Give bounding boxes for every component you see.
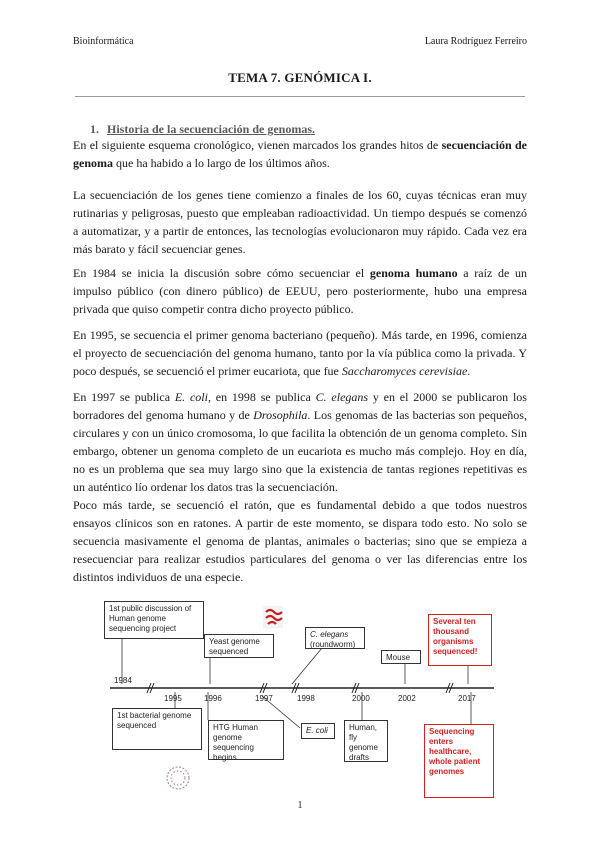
box-human-fly: Human, fly genome drafts [344,720,388,762]
paragraph-2: La secuenciación de los genes tiene comienzo a finales de los 60, cuyas técnicas eran muy rutinarias y peligrosas, puesto que empleaban radioactividad. Un tiempo después se comenzó a automatizar, y a partir de entonces, las tecnologías evolucionaron muy rápido. Cada vez era más barato y fácil secuenciar genes. [73,188,527,256]
year-2002: 2002 [398,694,416,703]
box-mouse: Mouse [381,650,421,664]
paragraph-6: Poco más tarde, se secuenció el ratón, que es fundamental debido a que todos nuestros ensayos clínicos son en ratones. A partir de este momento, se dispara todo esto. No solo se secuencia masivamente el genoma de plantas, animales o bacterias; sino que se empieza a resecuenciar para realizar estudios particulares del genoma o ver las diferencias entre los distintos individuos de una especie. [73,498,527,584]
box-public-discussion: 1st public discussion of Human genome sequencing project [104,601,204,639]
paragraph-5: En 1997 se publica E. coli, en 1998 se publica C. elegans y en el 2000 se publicaron los borradores del genoma humano y de Drosophila. Los genomas de las bacterias son pequeños, circulares y con un único cromosoma, lo que facilita la obtención de un genoma completo. Sin embargo, obtener un genoma completo de un eucariota es mucho más complejo. Hoy en día, no es un problema que sea muy largo sino que la existencia de tantas regiones repetitivas es un auténtico lío ordenar los datos tras la secuenciación. [73,390,527,494]
page-number: 1 [297,800,303,811]
box-celegans: C. elegans (roundworm) [305,627,365,649]
box-ecoli: E. coli [301,723,335,739]
genome-image-icon [263,606,283,628]
paragraph-4: En 1995, se secuencia el primer genoma bacteriano (pequeño). Más tarde, en 1996, comienza el proyecto de secuenciación del genoma humano, tanto por la vía pública como la privada. Y poco después, se secuenció el primer eucariota, que fue Saccharomyces cerevisiae. [73,328,527,378]
genome-timeline-figure [100,596,500,798]
year-1984: 1984 [114,676,132,685]
box-several-organisms: Several ten thousand organisms sequenced! [428,614,492,666]
box-yeast-genome: Yeast genome sequenced [204,634,274,658]
section-heading [90,122,315,137]
header-subject: Bioinformática [73,36,134,47]
year-1995: 1995 [164,694,182,703]
year-1997: 1997 [255,694,273,703]
section-title: Historia de la secuenciación de genomas. [107,122,315,136]
year-1996: 1996 [204,694,222,703]
section-number: 1. [90,122,99,136]
header-author: Laura Rodríguez Ferreiro [424,36,527,47]
year-2000: 2000 [352,694,370,703]
box-bacterial-genome: 1st bacterial genome sequenced [112,708,202,750]
year-2017: 2017 [458,694,476,703]
box-healthcare: Sequencing enters healthcare, whole patient genomes [424,724,494,798]
year-1998: 1998 [297,694,315,703]
circular-genome-icon [167,767,189,789]
paragraph-1: En el siguiente esquema cronológico, vienen marcados los grandes hitos de secuenciación de genoma que ha habido a lo largo de los últimos años. [73,138,527,170]
paragraph-3: En 1984 se inicia la discusión sobre cómo secuenciar el genoma humano a raíz de un impulso público (con dinero público) de EEUU, pero posteriormente, hubo una empresa privada que quiso competir contra dicho proyecto público. [73,266,528,316]
box-htg-human: HTG Human genome sequencing begins [208,720,284,760]
page-title: TEMA 7. GENÓMICA I. [228,70,372,85]
title-divider [75,96,525,97]
